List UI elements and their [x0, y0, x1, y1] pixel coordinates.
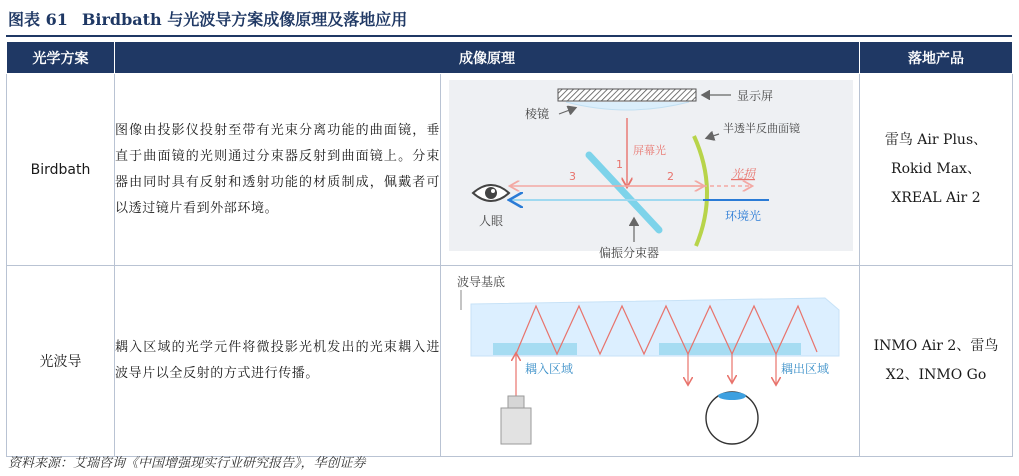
label-light-path: 光损	[731, 167, 756, 181]
product-line: INMO Air 2、雷鸟 X2、INMO Go	[873, 338, 999, 383]
birdbath-diagram	[441, 74, 860, 261]
products-cell	[860, 74, 1013, 266]
product-line: 雷鸟 Air Plus、	[884, 132, 988, 148]
table-header-row	[7, 42, 1013, 74]
label-out-coupler: 耦出区域	[781, 362, 830, 376]
header-products: 落地产品	[860, 42, 1013, 74]
description-text: 图像由投影仪投射至带有光束分离功能的曲面镜，垂直于曲面镜的光则通过分束器反射到曲面镜上。分束器由同时具有反射和透射功能的材质制成，佩戴者可以透过镜片看到外部环境。	[115, 122, 440, 216]
diagram-cell	[441, 266, 860, 457]
label-screen-light: 屏幕光	[633, 144, 666, 157]
description-text: 耦入区域的光学元件将微投影光机发出的光束耦入进波导片以全反射的方式进行传播。	[115, 340, 440, 381]
label-prism: 棱镜	[525, 107, 550, 121]
eye-icon	[706, 392, 758, 444]
product-line: Rokid Max、	[891, 161, 981, 177]
label-splitter: 偏振分束器	[599, 246, 660, 260]
table-row	[7, 74, 1013, 266]
scheme-cell: 光波导	[7, 266, 115, 457]
comparison-table	[6, 41, 1013, 457]
header-scheme: 光学方案	[7, 42, 115, 74]
products-cell	[860, 266, 1013, 457]
table-row	[7, 266, 1013, 457]
description-cell	[115, 266, 441, 457]
ray-number-2: 2	[667, 170, 674, 183]
figure-number: 图表 61	[8, 10, 68, 29]
in-coupler	[493, 343, 577, 355]
description-cell	[115, 74, 441, 266]
scheme-cell: Birdbath	[7, 74, 115, 266]
diagram-cell	[441, 74, 860, 266]
source-note: 资料来源：艾瑞咨询《中国增强现实行业研究报告》，华创证券	[8, 456, 366, 471]
label-in-coupler: 耦入区域	[525, 362, 574, 376]
header-principle: 成像原理	[115, 42, 860, 74]
ray-number-3: 3	[569, 170, 576, 183]
label-eye: 人眼	[479, 214, 504, 228]
label-display: 显示屏	[737, 89, 774, 103]
title-rule	[6, 35, 1012, 37]
product-line: XREAL Air 2	[891, 190, 981, 206]
figure-title-text: Birdbath 与光波导方案成像原理及落地应用	[81, 10, 408, 29]
label-substrate: 波导基底	[457, 275, 506, 289]
label-mirror: 半透半反曲面镜	[723, 122, 800, 135]
display-screen	[558, 89, 696, 101]
ray-number-1: 1	[616, 158, 623, 171]
projector-icon	[501, 396, 531, 444]
waveguide-diagram	[441, 266, 860, 452]
figure-title	[8, 6, 1012, 34]
label-ambient: 环境光	[725, 209, 762, 223]
